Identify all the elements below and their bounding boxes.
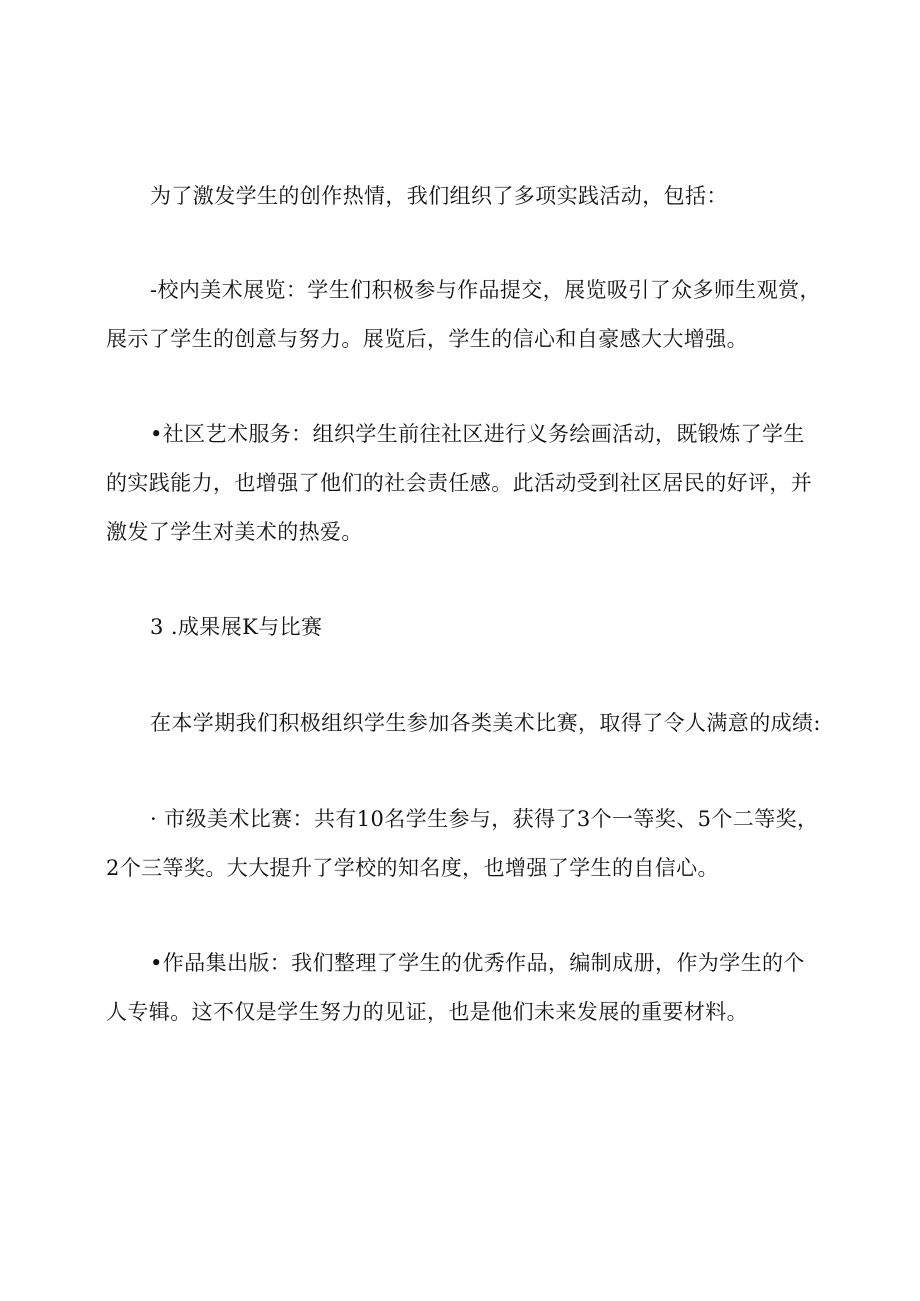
community-item-line-2: 的实践能力，也增强了他们的社会责任感。此活动受到社区居民的好评，并 xyxy=(106,471,813,495)
section-intro-paragraph: 在本学期我们积极组织学生参加各类美术比赛，取得了令人满意的成绩: xyxy=(150,711,821,735)
section-heading: 3 .成果展K与比赛 xyxy=(150,615,323,639)
portfolio-item-line-2: 人专辑。这不仅是学生努力的见证，也是他们未来发展的重要材料。 xyxy=(106,1000,748,1024)
community-item-line-1: •社区艺术服务：组织学生前往社区进行义务绘画活动，既锻炼了学生 xyxy=(150,422,805,446)
exhibition-item-line-1: -校内美术展览：学生们积极参与作品提交，展览吸引了众多师生观赏， xyxy=(150,278,821,302)
competition-item-line-2: 2个三等奖。大大提升了学校的知名度，也增强了学生的自信心。 xyxy=(106,856,719,880)
portfolio-item-line-1: •作品集出版：我们整理了学生的优秀作品，编制成册，作为学生的个 xyxy=(150,951,805,975)
exhibition-item-line-2: 展示了学生的创意与努力。展览后，学生的信心和自豪感大大增强。 xyxy=(106,327,748,351)
intro-paragraph: 为了激发学生的创作热情，我们组织了多项实践活动，包括： xyxy=(150,184,728,208)
community-item-line-3: 激发了学生对美术的热爱。 xyxy=(106,520,363,544)
competition-item-line-1: · 市级美术比赛：共有10名学生参与，获得了3个一等奖、5个二等奖， xyxy=(150,807,819,831)
